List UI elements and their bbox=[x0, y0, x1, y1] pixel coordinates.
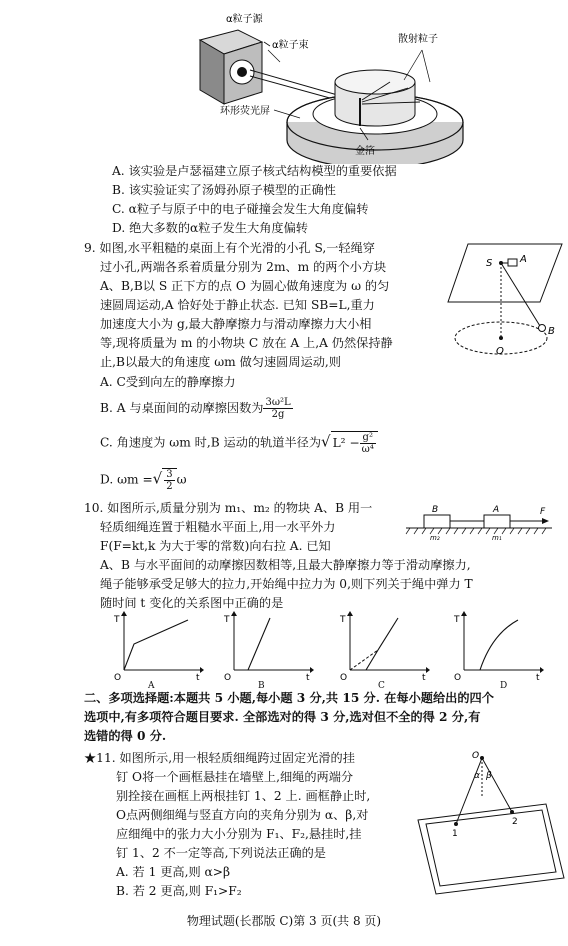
q9-fig-o: O bbox=[496, 346, 504, 357]
q9-fig-b: B bbox=[548, 326, 555, 337]
q10-fig-m1: m₁ bbox=[492, 534, 502, 541]
q11-fig-peg-2: 2 bbox=[512, 817, 518, 827]
q11-fig-peg-1: 1 bbox=[452, 829, 458, 839]
graph-d-label: D bbox=[500, 681, 508, 691]
q9-option-c-root bbox=[331, 431, 378, 455]
q10-graph-b bbox=[222, 610, 314, 682]
q11-fig-beta: β bbox=[486, 771, 492, 781]
graph-a-label: A bbox=[148, 681, 155, 691]
page-footer: 物理试题(长郡版 C)第 3 页(共 8 页) bbox=[186, 914, 382, 928]
q9-option-b-num: 3ω²L bbox=[265, 397, 291, 408]
graph-d-t-axis: T bbox=[454, 615, 460, 625]
q8-option-b: B. 该实验证实了汤姆孙原子模型的正确性 bbox=[112, 183, 336, 197]
q9-figure bbox=[446, 240, 564, 368]
graph-c-origin: O bbox=[340, 673, 348, 682]
q9-option-d-text: D. ωm = bbox=[100, 472, 153, 487]
label-beam: α粒子束 bbox=[272, 40, 309, 51]
q9-option-c-fraction bbox=[360, 432, 376, 455]
section2-line-3: 选错的得 0 分. bbox=[84, 729, 167, 743]
q9-option-b-text: B. A 与桌面间的动摩擦因数为 bbox=[100, 401, 264, 415]
q8-option-d: D. 绝大多数的α粒子发生大角度偏转 bbox=[112, 221, 308, 235]
q11-line-2: 钉 O将一个画框悬挂在墙壁上,细绳的两端分 bbox=[116, 770, 354, 784]
q10-graph-d bbox=[452, 610, 544, 682]
graph-d-time-axis: t bbox=[536, 673, 540, 682]
q10-line-3: F(F=kt,k 为大于零的常数)向右拉 A. 已知 bbox=[100, 539, 331, 553]
graph-a-origin: O bbox=[114, 673, 122, 682]
section2-line-2: 选项中,有多项符合题目要求. 全部选对的得 3 分,选对但不全的得 2 分,有 bbox=[84, 710, 481, 724]
graph-b-time-axis: t bbox=[306, 673, 310, 682]
q9-option-c-expr: L² − bbox=[332, 436, 360, 450]
q9-option-d-den: 2 bbox=[166, 481, 173, 492]
q10-fig-b: B bbox=[432, 505, 439, 515]
q9-option-d-fraction bbox=[164, 469, 174, 492]
graph-c-time-axis: t bbox=[422, 673, 426, 682]
graph-b-origin: O bbox=[224, 673, 232, 682]
q10-graph-a bbox=[112, 610, 204, 682]
q11-picture-frame-figure bbox=[416, 748, 566, 898]
q10-fig-f: F bbox=[540, 507, 546, 517]
graph-a-t-axis: T bbox=[114, 615, 120, 625]
q9-option-b-den: 2g bbox=[271, 409, 285, 420]
graph-d-origin: O bbox=[454, 673, 462, 682]
q9-line-5: 加速度大小为 g,最大静摩擦力与滑动摩擦力大小相 bbox=[100, 317, 372, 331]
q10-line-5: 绳子能够承受足够大的拉力,开始绳中拉力为 0,则下列关于绳中弹力 T bbox=[100, 577, 473, 591]
q9-line-6: 等,现将质量为 m 的小物块 C 放在 A 上,A 仍然保持静 bbox=[100, 336, 393, 350]
graph-a-time-axis: t bbox=[196, 673, 200, 682]
q8-option-c: C. α粒子与原子中的电子碰撞会发生大角度偏转 bbox=[112, 202, 369, 216]
q9-line-7: 止,B以最大的角速度 ωm 做匀速圆周运动,则 bbox=[100, 355, 341, 369]
q9-option-c-text: C. 角速度为 ωm 时,B 运动的轨道半径为 bbox=[100, 435, 322, 450]
q11-line-6: 钉 1、2 不一定等高,下列说法正确的是 bbox=[116, 846, 326, 860]
q9-line-2: 过小孔,两端各系着质量分别为 2m、m 的两个小方块 bbox=[100, 260, 387, 274]
graph-b-label: B bbox=[258, 681, 265, 691]
q11-option-a: A. 若 1 更高,则 α>β bbox=[116, 865, 231, 879]
q10-fig-m2: m₂ bbox=[430, 534, 440, 541]
section2-line-1: 二、多项选择题:本题共 5 小题,每小题 3 分,共 15 分. 在每小题给出的四个 bbox=[84, 691, 494, 705]
graph-b-t-axis: T bbox=[224, 615, 230, 625]
q11-line-1: ★11. 如图所示,用一根轻质细绳跨过固定光滑的挂 bbox=[84, 751, 355, 765]
q11-option-b: B. 若 2 更高,则 F₁>F₂ bbox=[116, 884, 242, 898]
q11-fig-alpha: α bbox=[474, 771, 480, 781]
q10-line-4: A、B 与水平面间的动摩擦因数相等,且最大静摩擦力等于滑动摩擦力, bbox=[100, 558, 471, 572]
q8-option-a: A. 该实验是卢瑟福建立原子核式结构模型的重要依据 bbox=[112, 164, 397, 178]
label-source: α粒子源 bbox=[226, 14, 263, 25]
q11-line-3: 别拴接在画框上两根挂钉 1、2 上. 画框静止时, bbox=[116, 789, 371, 803]
q10-line-6: 随时间 t 变化的关系图中正确的是 bbox=[100, 596, 284, 610]
q9-fig-a: A bbox=[520, 254, 527, 265]
q9-option-a: A. C受到向左的静摩擦力 bbox=[100, 375, 236, 389]
q9-option-c-num: g² bbox=[360, 432, 376, 444]
q9-line-3: A、B,B以 S 正下方的点 O 为圆心做角速度为 ω 的匀 bbox=[100, 279, 390, 293]
q9-option-c-den: ω⁴ bbox=[361, 444, 374, 455]
q10-graph-c bbox=[338, 610, 430, 682]
q9-option-b bbox=[100, 397, 293, 420]
label-foil: 金箔 bbox=[355, 146, 375, 157]
q9-option-d-num: 3 bbox=[166, 469, 173, 480]
q9-option-c: C. 角速度为 ωm 时,B 运动的轨道半径为√ L² − $\frac{\text{g²}}{\text{ω⁴}}$ bbox=[100, 431, 378, 455]
q9-line-1: 9. 如图,水平粗糙的桌面上有个光滑的小孔 S,一轻绳穿 bbox=[84, 241, 375, 255]
q9-option-d: D. ωm =√ $\frac{3}{2}$ ω bbox=[100, 469, 187, 492]
rutherford-apparatus-figure bbox=[190, 2, 510, 164]
q9-line-4: 速圆周运动,A 恰好处于静止状态. 已知 SB=L,重力 bbox=[100, 298, 375, 312]
q10-line-1: 10. 如图所示,质量分别为 m₁、m₂ 的物块 A、B 用一 bbox=[84, 501, 373, 515]
q11-fig-o: O bbox=[472, 751, 480, 761]
q9-option-d-root bbox=[162, 468, 176, 492]
q10-line-2: 轻质细绳连置于粗糙水平面上,用一水平外力 bbox=[100, 520, 336, 534]
graph-c-t-axis: T bbox=[340, 615, 346, 625]
q11-line-5: 应细绳中的张力大小分别为 F₁、F₂,悬挂时,挂 bbox=[116, 827, 362, 841]
label-scatter: 散射粒子 bbox=[398, 34, 438, 45]
q10-fig-a: A bbox=[493, 505, 500, 515]
q9-option-d-tail: ω bbox=[176, 472, 187, 487]
q9-fig-s: S bbox=[486, 258, 493, 269]
graph-c-label: C bbox=[378, 681, 385, 691]
q9-option-b-fraction bbox=[263, 397, 292, 420]
q11-line-4: O点两侧细绳与竖直方向的夹角分别为 α、β,对 bbox=[116, 808, 369, 822]
label-screen: 环形荧光屏 bbox=[220, 106, 270, 117]
q10-setup-figure bbox=[404, 503, 554, 541]
